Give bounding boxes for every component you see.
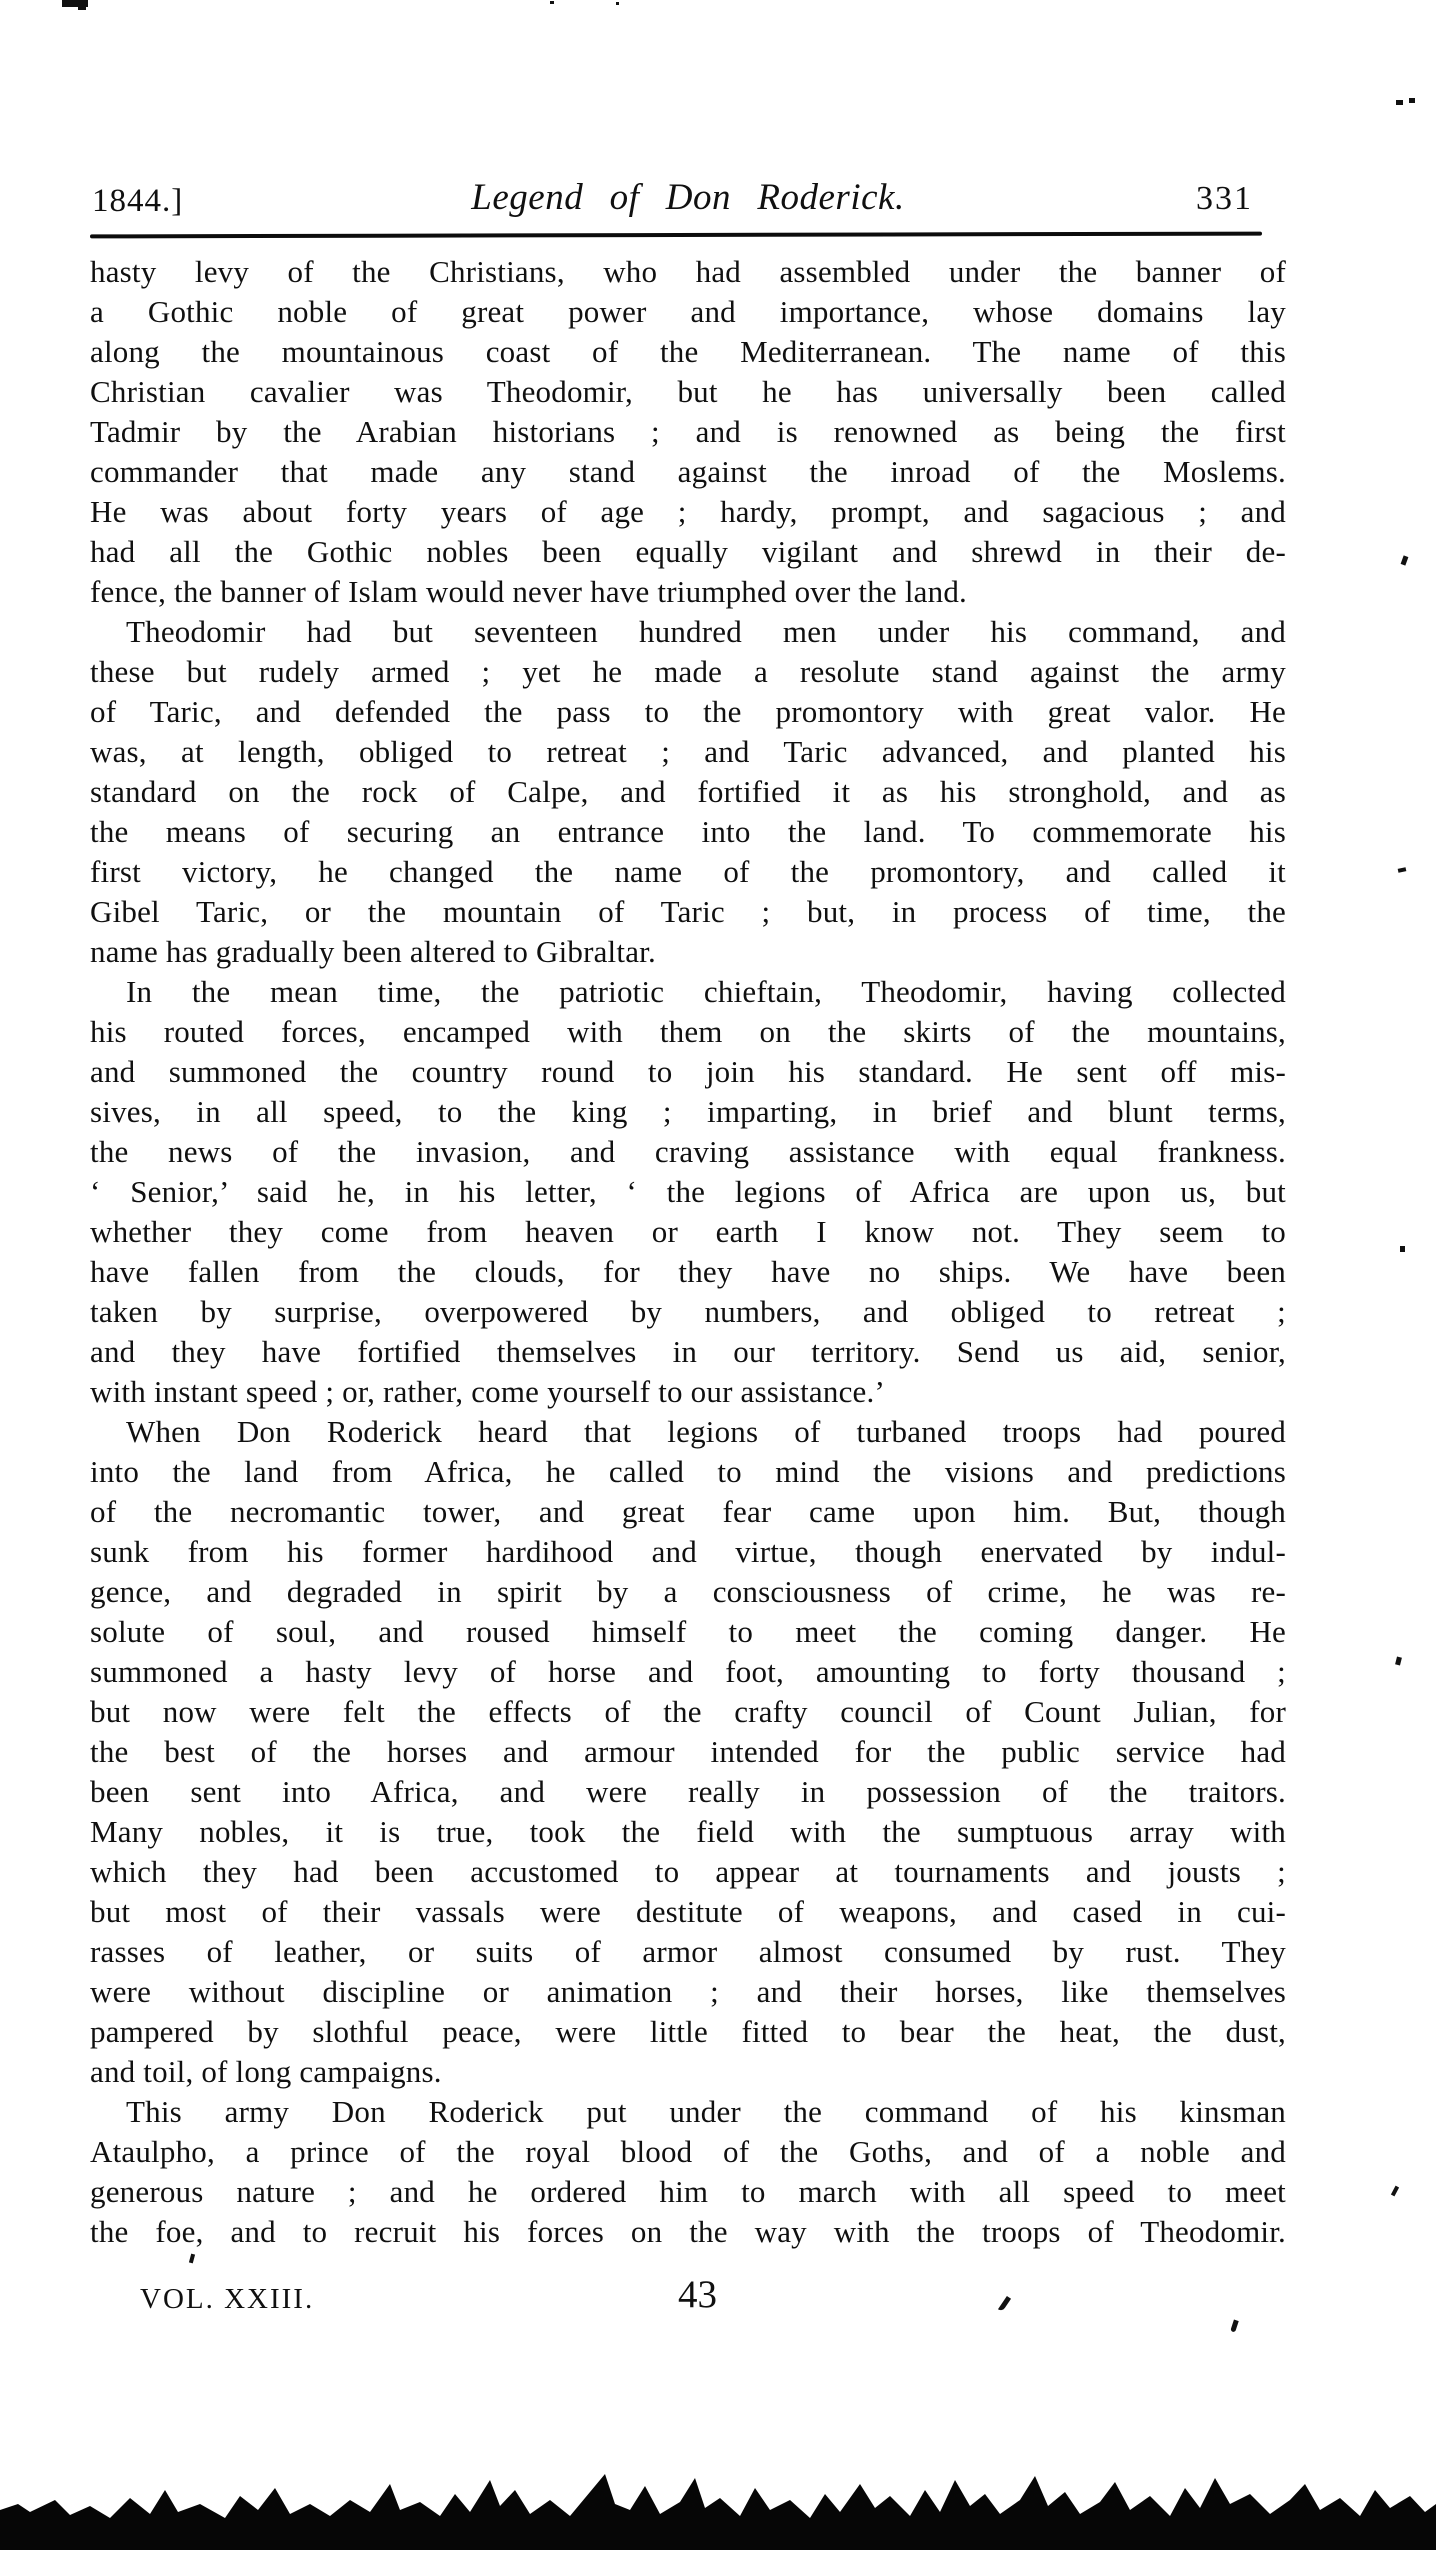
text-line: solute of soul, and roused himself to meet the coming danger. He (90, 1614, 1286, 1649)
text-line: gence, and degraded in spirit by a consciousness of crime, he was re- (90, 1574, 1286, 1609)
text-line: his routed forces, encamped with them on the skirts of the mountains, (90, 1014, 1286, 1049)
text-line: He was about forty years of age ; hardy, prompt, and sagacious ; and (90, 494, 1286, 529)
text-line: been sent into Africa, and were really in possession of the traitors. (90, 1774, 1286, 1809)
scan-speck (1398, 867, 1407, 873)
text-line: sunk from his former hardihood and virtue, though enervated by indul- (90, 1534, 1286, 1569)
text-line: along the mountainous coast of the Mediterranean. The name of this (90, 334, 1286, 369)
text-line: and summoned the country round to join his standard. He sent off mis- (90, 1054, 1286, 1089)
text-line: of the necromantic tower, and great fear came upon him. But, though (90, 1494, 1286, 1529)
scan-speck (1396, 100, 1403, 105)
text-line: This army Don Roderick put under the command of his kinsman (126, 2094, 1286, 2129)
text-line: which they had been accustomed to appear at tournaments and jousts ; (90, 1854, 1286, 1889)
scan-speck (550, 1, 554, 4)
text-line: Theodomir had but seventeen hundred men under his command, and (126, 614, 1286, 649)
text-line: When Don Roderick heard that legions of turbaned troops had poured (126, 1414, 1286, 1449)
text-line: hasty levy of the Christians, who had assembled under the banner of (90, 254, 1286, 289)
text-line: and they have fortified themselves in our territory. Send us aid, senior, (90, 1334, 1286, 1369)
text-line: standard on the rock of Calpe, and fortified it as his stronghold, and as (90, 774, 1286, 809)
text-line: taken by surprise, overpowered by numbers, and obliged to retreat ; (90, 1294, 1286, 1329)
text-line: Many nobles, it is true, took the field with the sumptuous array with (90, 1814, 1286, 1849)
text-line: summoned a hasty levy of horse and foot, amounting to forty thousand ; (90, 1654, 1286, 1689)
scan-speck (1409, 98, 1415, 103)
text-line: the foe, and to recruit his forces on the way with the troops of Theodomir. (90, 2214, 1286, 2249)
text-line: generous nature ; and he ordered him to march with all speed to meet (90, 2174, 1286, 2209)
text-line: commander that made any stand against the inroad of the Moslems. (90, 454, 1286, 489)
scan-speck (1391, 2186, 1399, 2197)
text-line: pampered by slothful peace, were little fitted to bear the heat, the dust, (90, 2014, 1286, 2049)
text-line: name has gradually been altered to Gibraltar. (90, 934, 656, 969)
text-line: were without discipline or animation ; and their horses, like themselves (90, 1974, 1286, 2009)
text-line: with instant speed ; or, rather, come yourself to our assistance.’ (90, 1374, 885, 1409)
header-year: 1844.] (92, 183, 184, 219)
scan-speck (189, 2254, 195, 2264)
text-line: the news of the invasion, and craving assistance with equal frankness. (90, 1134, 1286, 1169)
text-line: fence, the banner of Islam would never have triumphed over the land. (90, 574, 967, 609)
text-line: Christian cavalier was Theodomir, but he has universally been called (90, 374, 1286, 409)
text-line: Ataulpho, a prince of the royal blood of the Goths, and of a noble and (90, 2134, 1286, 2169)
text-line: Gibel Taric, or the mountain of Taric ; but, in process of time, the (90, 894, 1286, 929)
page-bottom-scan-artifact (0, 2460, 1436, 2550)
header-title: Legend of Don Roderick. (471, 177, 905, 218)
text-line: first victory, he changed the name of the promontory, and called it (90, 854, 1286, 889)
scan-speck (1230, 2320, 1238, 2333)
text-line: In the mean time, the patriotic chieftain, Theodomir, having collected (126, 974, 1286, 1009)
text-line: but now were felt the effects of the crafty council of Count Julian, for (90, 1694, 1286, 1729)
footer-volume: VOL. XXIII. (140, 2283, 315, 2315)
text-line: Tadmir by the Arabian historians ; and is renowned as being the first (90, 414, 1286, 449)
text-line: rasses of leather, or suits of armor almost consumed by rust. They (90, 1934, 1286, 1969)
scan-speck (616, 2, 619, 5)
text-line: had all the Gothic nobles been equally vigilant and shrewd in their de- (90, 534, 1286, 569)
header-page-number: 331 (1196, 180, 1253, 217)
text-line: have fallen from the clouds, for they have no ships. We have been (90, 1254, 1286, 1289)
text-line: of Taric, and defended the pass to the promontory with great valor. He (90, 694, 1286, 729)
scan-speck (1395, 1657, 1402, 1666)
scan-speck (1400, 1246, 1405, 1252)
text-line: the best of the horses and armour intended for the public service had (90, 1734, 1286, 1769)
text-line: the means of securing an entrance into the land. To commemorate his (90, 814, 1286, 849)
header-rule (90, 232, 1262, 239)
text-line: these but rudely armed ; yet he made a resolute stand against the army (90, 654, 1286, 689)
text-line: but most of their vassals were destitute of weapons, and cased in cui- (90, 1894, 1286, 1929)
text-line: sives, in all speed, to the king ; imparting, in brief and blunt terms, (90, 1094, 1286, 1129)
scan-speck (998, 2296, 1011, 2312)
scan-speck (1401, 555, 1409, 565)
text-line: was, at length, obliged to retreat ; and Taric advanced, and planted his (90, 734, 1286, 769)
text-line: and toil, of long campaigns. (90, 2054, 442, 2089)
text-line: ‘ Senior,’ said he, in his letter, ‘ the legions of Africa are upon us, but (90, 1174, 1286, 1209)
scan-speck (78, 5, 86, 10)
text-line: a Gothic noble of great power and importance, whose domains lay (90, 294, 1286, 329)
text-line: into the land from Africa, he called to mind the visions and predictions (90, 1454, 1286, 1489)
footer-page-signature: 43 (678, 2273, 717, 2316)
text-line: whether they come from heaven or earth I know not. They seem to (90, 1214, 1286, 1249)
page-body (90, 252, 1286, 2252)
